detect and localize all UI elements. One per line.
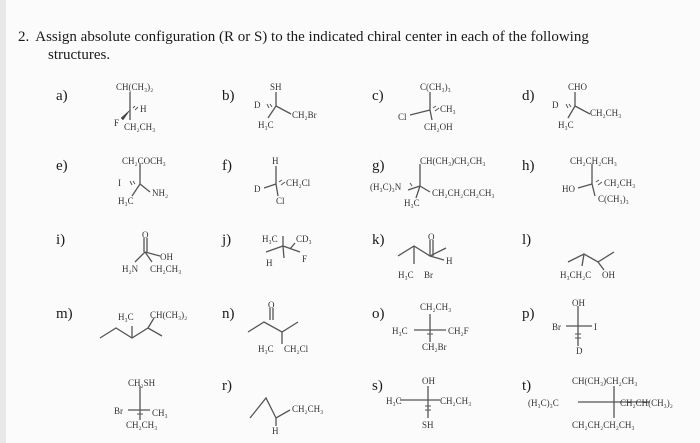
i-ethyl: CH₂CH₃ xyxy=(150,264,182,274)
a-bottom-group: CH₂CH₃ xyxy=(124,122,156,132)
e-left-group: I xyxy=(118,178,121,188)
q-bottom-group: CH₂CH₃ xyxy=(126,420,158,430)
a-top-group: CH(CH₃)₂ xyxy=(116,82,154,92)
part-g-label: g) xyxy=(372,158,385,174)
d-left-group: D xyxy=(552,100,559,110)
part-e-label: e) xyxy=(56,158,68,174)
g-right-group: CH₂CH₂CH₂CH₃ xyxy=(432,188,495,198)
c-top-group: C(CH₃)₃ xyxy=(420,82,451,92)
q-left-group: Br xyxy=(114,406,123,416)
p-bottom-group: D xyxy=(576,346,583,356)
q-right-group: CH₃ xyxy=(152,408,168,418)
part-o-label: o) xyxy=(372,306,385,322)
n-methyl: H₃C xyxy=(258,344,274,354)
f-left-group: D xyxy=(254,184,261,194)
part-m-label: m) xyxy=(56,306,73,322)
o-bottom-group: CH₂Br xyxy=(422,342,447,352)
h-right-group: CH₂CH₃ xyxy=(604,178,636,188)
l-ethyl: H₃CH₂C xyxy=(560,270,592,280)
a-left-group: F xyxy=(114,118,120,128)
m-methyl: H₃C xyxy=(118,312,134,322)
o-top-group: CH₂CH₃ xyxy=(420,302,452,312)
structure-o-bonds xyxy=(414,314,446,342)
structure-q-bonds xyxy=(128,386,150,420)
part-c-label: c) xyxy=(372,88,384,104)
p-right-group: I xyxy=(594,322,597,332)
k-methyl: H₃C xyxy=(398,270,414,280)
structure-a-bonds xyxy=(121,92,138,120)
t-right-group: CH₂CH(CH₃)₂ xyxy=(620,398,673,408)
q-top-group: CH₂SH xyxy=(128,378,156,388)
part-k-label: k) xyxy=(372,232,385,248)
h-top-group: CH₂CH₂CH₃ xyxy=(570,156,617,166)
part-n-label: n) xyxy=(222,306,235,322)
p-left-group: Br xyxy=(552,322,561,332)
s-left-group: H₃C xyxy=(386,396,402,406)
question-line-2: structures. xyxy=(48,47,111,63)
f-top-group: H xyxy=(272,156,279,166)
d-bottom-group: H₃C xyxy=(558,120,574,130)
part-r-label: r) xyxy=(222,378,232,394)
j-f: F xyxy=(302,254,308,264)
i-hydroxyl: OH xyxy=(160,252,173,262)
structure-l-bonds xyxy=(568,252,614,270)
structure-s-bonds xyxy=(400,386,440,418)
question-number: 2. xyxy=(18,29,30,45)
part-d-label: d) xyxy=(522,88,535,104)
g-bottom-group: H₃C xyxy=(404,198,420,208)
f-right-group: CH₂Cl xyxy=(286,178,311,188)
f-bottom-group: Cl xyxy=(276,196,285,206)
o-right-group: CH₂F xyxy=(448,326,469,336)
h-bottom-group: C(CH₃)₃ xyxy=(598,194,629,204)
b-right-group: CH₂Br xyxy=(292,110,317,120)
structure-k-bonds xyxy=(398,240,446,264)
question-line-1: Assign absolute configuration (R or S) to the indicated chiral center in each of the following xyxy=(35,29,589,45)
part-t-label: t) xyxy=(522,378,532,394)
p-top-group: OH xyxy=(572,298,585,308)
structure-i-bonds xyxy=(135,238,160,262)
t-left-group: (H₃C)₃C xyxy=(528,398,559,408)
k-br: Br xyxy=(424,270,433,280)
c-bottom-group: CH₂OH xyxy=(424,122,453,132)
d-right-group: CH₂CH₃ xyxy=(590,108,622,118)
part-j-label: j) xyxy=(222,232,232,248)
a-right-group: H xyxy=(140,104,147,114)
structure-f-bonds xyxy=(264,166,285,196)
c-left-group: Cl xyxy=(398,112,407,122)
b-top-group: SH xyxy=(270,82,282,92)
e-top-group: CH₂COCH₃ xyxy=(122,156,166,166)
r-h: H xyxy=(272,426,279,436)
structure-p-bonds xyxy=(566,306,592,346)
c-right-group: CH₃ xyxy=(440,104,456,114)
s-top-group: OH xyxy=(422,376,435,386)
structure-g-bonds xyxy=(408,164,430,198)
g-left-group: (H₃C)₃N xyxy=(370,182,402,192)
s-bottom-group: SH xyxy=(422,420,434,430)
s-right-group: CH₂CH₃ xyxy=(440,396,472,406)
i-amine: H₂N xyxy=(122,264,139,274)
part-h-label: h) xyxy=(522,158,535,174)
structure-n-bonds xyxy=(248,308,298,344)
part-l-label: l) xyxy=(522,232,532,248)
m-isopropyl: CH(CH₃)₂ xyxy=(150,310,188,320)
j-h: H xyxy=(266,258,273,268)
k-h: H xyxy=(446,256,453,266)
part-f-label: f) xyxy=(222,158,232,174)
structure-h-bonds xyxy=(578,164,602,196)
structure-b-bonds xyxy=(267,92,291,118)
structure-c-bonds xyxy=(410,92,439,120)
i-carbonyl-o: O xyxy=(142,230,149,240)
part-a-label: a) xyxy=(56,88,68,104)
structure-e-bonds xyxy=(130,164,150,196)
k-carbonyl-o: O xyxy=(428,232,435,242)
b-bottom-group: H₃C xyxy=(258,120,274,130)
d-top-group: CHO xyxy=(568,82,588,92)
structure-r-bonds xyxy=(250,398,290,426)
n-carbonyl-o: O xyxy=(268,300,275,310)
n-chloromethyl: CH₂Cl xyxy=(284,344,309,354)
j-cd3: CD₃ xyxy=(296,234,312,244)
b-left-group: D xyxy=(254,100,261,110)
t-top-group: CH(CH₃)CH₂CH₃ xyxy=(572,376,638,386)
part-b-label: b) xyxy=(222,88,235,104)
o-left-group: H₃C xyxy=(392,326,408,336)
e-bottom-group: H₃C xyxy=(118,196,134,206)
e-right-group: NH₂ xyxy=(152,188,169,198)
r-ethyl: CH₂CH₃ xyxy=(292,404,324,414)
h-left-group: HO xyxy=(562,184,575,194)
part-s-label: s) xyxy=(372,378,383,394)
part-i-label: i) xyxy=(56,232,66,248)
l-hydroxyl: OH xyxy=(602,270,615,280)
part-p-label: p) xyxy=(522,306,535,322)
t-bottom-group: CH₂CH₂CH₂CH₃ xyxy=(572,420,635,430)
g-top-group: CH(CH₃)CH₂CH₃ xyxy=(420,156,486,166)
j-methyl: H₃C xyxy=(262,234,278,244)
structure-d-bonds xyxy=(566,92,590,118)
